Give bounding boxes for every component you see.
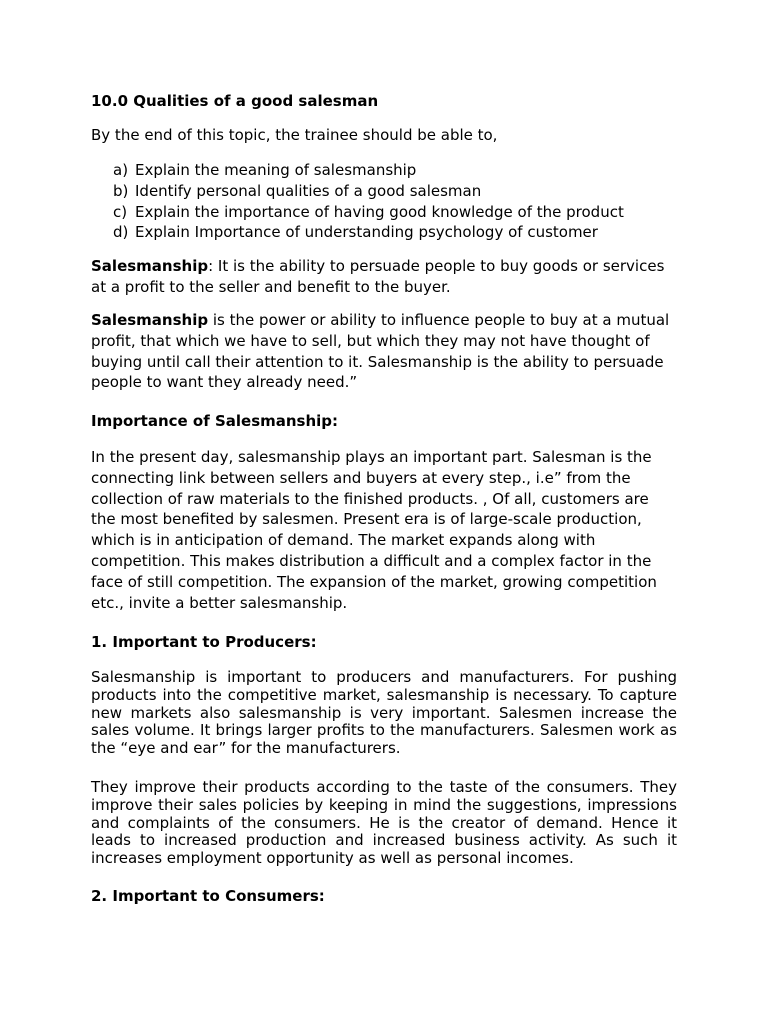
page-title: 10.0 Qualities of a good salesman	[91, 92, 379, 110]
consumers-heading: 2. Important to Consumers:	[91, 887, 325, 905]
importance-paragraph: In the present day, salesmanship plays an important part. Salesman is the connecting link between sellers and buyers at every step., i.e” from the collection of raw materials to the finished products. , Of all, customers are the most benefited by salesmen. Present era is of large-scale production, which is in anticipation of demand. The market expands along with competition. This makes distribution a difficult and a complex factor in the face of still competition. The expansion of the market, growing competition etc., invite a better salesmanship.	[91, 448, 657, 612]
definition-paragraph-2: Salesmanship is the power or ability to influence people to buy at a mutual profit, that which we have to sell, but which they may not have thought of buying until call their attention to it. Salesmanship is the ability to persuade people to want they already need.”	[91, 311, 670, 392]
objectives-list	[113, 160, 624, 243]
producers-paragraph-1: Salesmanship is important to producers and manufacturers. For pushing products into the competitive market, salesmanship is necessary. To capture new markets also salesmanship is very important. Salesmen increase the sales volume. It brings larger profits to the manufacturers. Salesmen work as the “eye and ear” for the manufacturers.	[91, 668, 677, 758]
intro-text: By the end of this topic, the trainee should be able to,	[91, 126, 498, 144]
producers-heading: 1. Important to Producers:	[91, 633, 317, 651]
definition-term: Salesmanship	[91, 257, 209, 275]
producers-paragraph-2: They improve their products according to the taste of the consumers. They improve their sales policies by keeping in mind the suggestions, impressions and complaints of the consumers. He is the creator of demand. Hence it leads to increased production and increased business activity. As such it increases employment opportunity as well as personal incomes.	[91, 778, 677, 868]
list-item: b) Identify personal qualities of a good salesman	[113, 181, 482, 200]
definition-term: Salesmanship	[91, 311, 209, 329]
list-item: a) Explain the meaning of salesmanship	[113, 161, 417, 179]
list-item: d) Explain Importance of understanding psychology of customer	[113, 223, 598, 242]
definition-paragraph-1: Salesmanship: It is the ability to persuade people to buy goods or services at a profit to the seller and benefit to the buyer.	[91, 257, 665, 296]
importance-heading: Importance of Salesmanship:	[91, 412, 339, 430]
list-item: c) Explain the importance of having good knowledge of the product	[113, 202, 624, 221]
